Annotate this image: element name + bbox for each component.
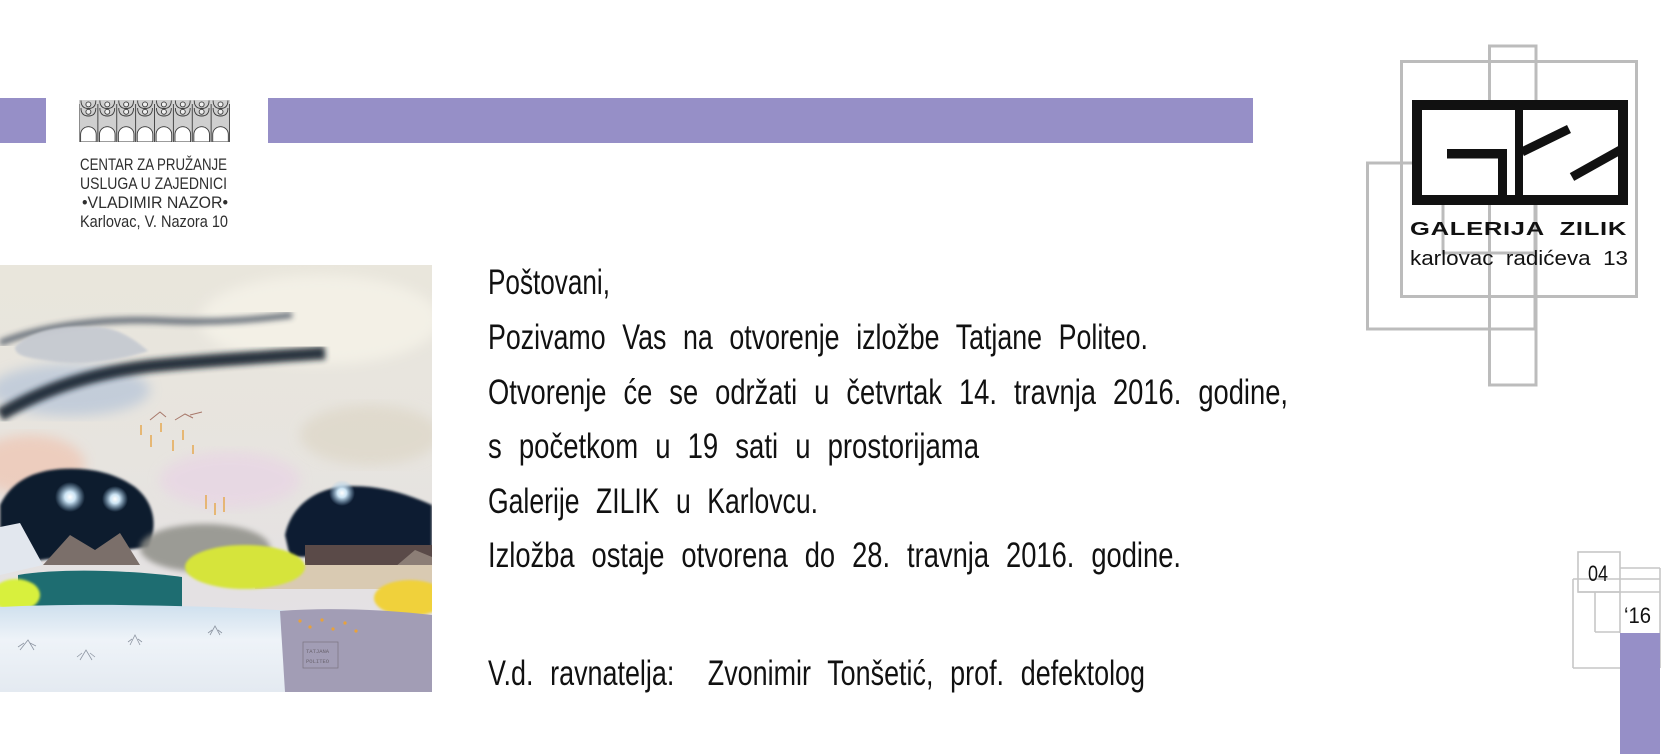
date-year <box>1624 605 1653 627</box>
organization-address-block <box>80 155 230 232</box>
letter-line-opening-time: s početkom u 19 sati u prostorijama <box>488 427 979 466</box>
people-arches-emblem-icon <box>79 100 230 142</box>
gallery-name-text: GALERIJA ZILIK <box>1410 219 1627 239</box>
date-badge-frame <box>1565 545 1675 754</box>
date-year-text: ‘16 <box>1624 603 1651 628</box>
letter-signature: V.d. ravnatelja: Zvonimir Tonšetić, prof. defektolog <box>488 654 1145 693</box>
letter-line-closing-date: Izložba ostaje otvorena do 28. travnja 2016. godine. <box>488 536 1181 575</box>
top-accent-bar <box>268 98 1253 143</box>
letter-line-opening-date: Otvorenje će se održati u četvrtak 14. travnja 2016. godine, <box>488 373 1288 412</box>
painting-signature-line-1: TATJANA <box>306 648 330 655</box>
left-accent-bar <box>0 98 46 143</box>
gz-monogram-icon <box>1360 40 1645 390</box>
gallery-address <box>1410 248 1628 270</box>
painting-signature-line-2: POLITEO <box>306 658 330 665</box>
gallery-address-text: karlovac radićeva 13 <box>1410 248 1628 270</box>
org-name-line-1: CENTAR ZA PRUŽANJE <box>80 154 227 174</box>
org-name-line-3: •VLADIMIR NAZOR• <box>82 193 228 213</box>
org-name-line-2: USLUGA U ZAJEDNICI <box>80 173 227 193</box>
letter-greeting: Poštovani, <box>488 263 610 302</box>
org-address-line: Karlovac, V. Nazora 10 <box>80 212 228 232</box>
painting-image <box>0 265 432 692</box>
letter-line-venue: Galerije ZILIK u Karlovcu. <box>488 482 818 521</box>
gallery-name <box>1410 219 1627 239</box>
date-month-text: 04 <box>1588 561 1608 586</box>
date-month <box>1588 563 1612 585</box>
letter-line-invitation: Pozivamo Vas na otvorenje izložbe Tatjane Politeo. <box>488 318 1148 357</box>
